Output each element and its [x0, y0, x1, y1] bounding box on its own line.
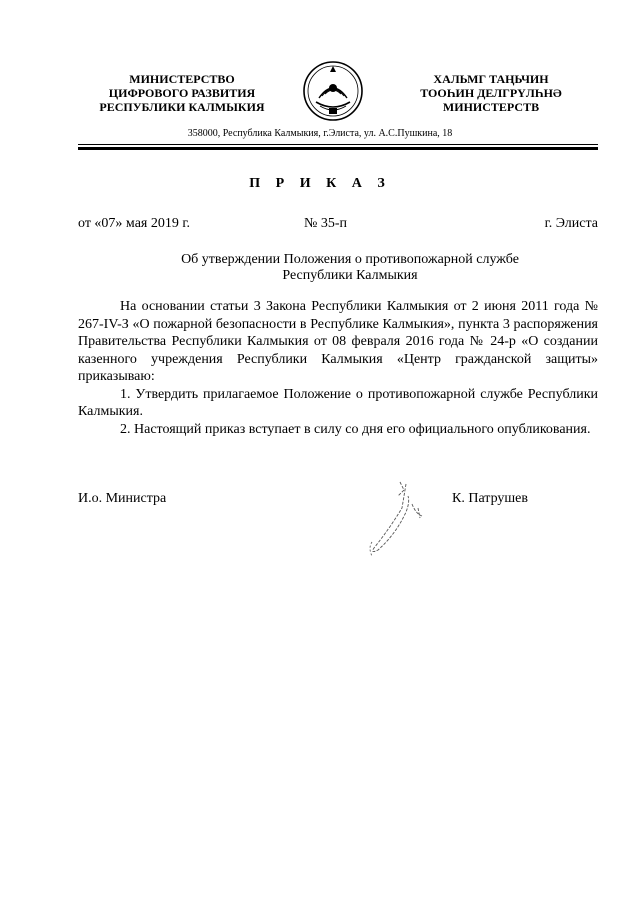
signatory-name: К. Патрушев: [452, 491, 529, 506]
header-left-line: РЕСПУБЛИКИ КАЛМЫКИЯ: [99, 100, 265, 114]
document-title: П Р И К А З: [249, 176, 391, 191]
order-city: г. Элиста: [544, 216, 598, 231]
header-right-line: ТООҺИН ДЕЛГРҮЛҺНӘ: [420, 86, 562, 100]
order-number: № 35-п: [304, 216, 348, 231]
ministry-name-kalmyk: [398, 72, 584, 114]
ministry-address: 358000, Республика Калмыкия, г.Элиста, ул. А.С.Пушкина, 18: [187, 128, 453, 139]
header-divider-thick: [78, 147, 598, 150]
order-date: от «07» мая 2019 г.: [78, 216, 191, 231]
signatory-role: И.о. Министра: [78, 491, 167, 506]
coat-of-arms-emblem: [302, 58, 364, 124]
header-left-line: МИНИСТЕРСТВО: [129, 72, 235, 86]
subject-line: Республики Калмыкия: [282, 268, 418, 283]
order-item-2: 2. Настоящий приказ вступает в силу со дня его официального опубликования.: [120, 421, 591, 437]
order-body: [78, 298, 598, 438]
order-subject: [150, 252, 550, 284]
header-divider-thin: [78, 144, 598, 145]
order-item-1: 1. Утвердить прилагаемое Положение о противопожарной службе Республики Калмыкия.: [78, 386, 598, 419]
subject-line: Об утверждении Положения о противопожарной службе: [181, 252, 519, 267]
header-right-line: ХАЛЬМГ ТАҢЬЧИН: [433, 72, 549, 86]
header-right-line: МИНИСТЕРСТВ: [442, 100, 540, 114]
header-left-line: ЦИФРОВОГО РАЗВИТИЯ: [108, 86, 256, 100]
handwritten-signature: [360, 478, 440, 558]
preamble-paragraph: На основании статьи 3 Закона Республики Калмыкия от 2 июня 2011 года № 267-IV-З «О пожарной безопасности в Республике Калмыкия», пункта 3 распоряжения Правительства Республики Калмыкия от 08 февраля 2016 года № 24-р «О создании казенного учреждения Республики Калмыкия «Центр гражданской защиты» приказываю:: [78, 299, 598, 384]
ministry-name-russian: [84, 72, 280, 114]
